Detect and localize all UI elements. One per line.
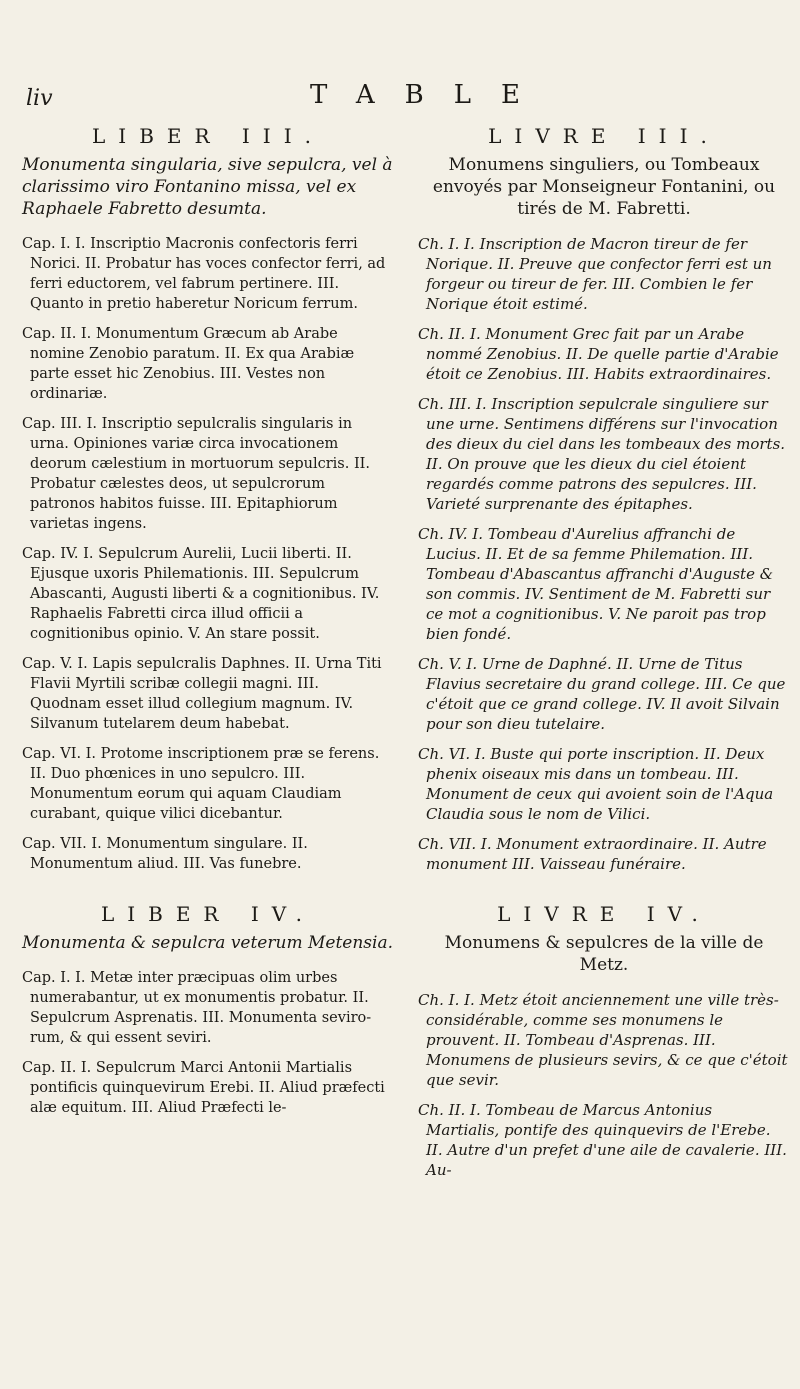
chapter-entry: Ch. VII. I. Monument extraordinaire. II. Autre monument III. Vaisseau funéraire. — [418, 835, 767, 873]
chapter-entry: Ch. III. I. Inscription sepulcrale singuliere sur une urne. Sentimens différens sur l'invocation des dieux du ciel dans les tombeaux des morts. II. On prouve que les dieux du ciel étoient regardés comme patrons des sepulcres. III. Varieté surprenante des épitaphes. — [418, 395, 786, 513]
chapter-entry: Ch. I. I. Inscription de Macron tireur de fer Norique. II. Preuve que confector ferri est un forgeur ou tireur de fer. III. Combien le fer Norique étoit estimé. — [418, 235, 772, 313]
chapter-entry: Cap. I. I. Inscriptio Macronis confectoris ferri Norici. II. Probatur has voces confector ferri, ad ferri eductorem, vel fabrum pertinere. III. Quanto in pretio haberetur Noricum ferrum. — [22, 236, 386, 312]
book-title: Monumens singuliers, ou Tombeaux envoyés par Monseigneur Fontanini, ou tirés de M. Fabretti. — [432, 155, 776, 219]
book-heading: LIBER IV. — [100, 902, 316, 926]
chapter-entry: Ch. II. I. Tombeau de Marcus Antonius Martialis, pontife des quinquevirs de l'Erebe. II. Autre d'un prefet d'une aile de cavalerie. III. Au- — [418, 1101, 787, 1179]
chapter-entry: Ch. II. I. Monument Grec fait par un Arabe nommé Zenobius. II. De quelle partie d'Arabie étoit ce Zenobius. III. Habits extraordinaires. — [418, 325, 779, 383]
chapter-entry: Cap. V. I. Lapis sepulcralis Daphnes. II. Urna Titi Flavii Myrtili scribæ collegii magni. III. Quodnam esset illud collegium magnum. IV. Silvanum tutelarem deum habebat. — [22, 656, 382, 732]
chapter-entry: Cap. II. I. Monumentum Græcum ab Arabe nomine Zenobio paratum. II. Ex qua Arabiæ parte esset hic Zenobius. III. Vestes non ordinariæ. — [22, 326, 355, 402]
chapter-entry: Ch. VI. I. Buste qui porte inscription. II. Deux phenix oiseaux mis dans un tombeau. III. Monument de ceux qui avoient soin de l'Aqua Claudia sous le nom de Vilici. — [418, 745, 774, 823]
chapter-entry: Cap. IV. I. Sepulcrum Aurelii, Lucii liberti. II. Ejusque uxoris Philemationis. III. Sepulcrum Abascanti, Augusti liberti & a cognitionibus. IV. Raphaelis Fabretti circa illud officii a cognitionibus opinio. V. An stare possit. — [22, 546, 380, 642]
chapter-entry: Cap. I. I. Metæ inter præcipuas olim urbes numerabantur, ut ex monumentis probatur. II. Sepulcrum Asprenatis. III. Monumenta sevirorum, & qui essent seviri. — [22, 970, 372, 1046]
chapter-entry: Ch. V. I. Urne de Daphné. II. Urne de Titus Flavius secretaire du grand college. III. Ce que c'étoit que ce grand college. IV. Il avoit Silvain pour son dieu tutelaire. — [418, 655, 786, 733]
book-heading: LIVRE III. — [488, 124, 720, 148]
running-title: TABLE — [309, 80, 551, 110]
book-heading: LIBER III. — [92, 124, 324, 148]
french-column — [418, 120, 790, 1190]
chapter-entry: Cap. VI. I. Protome inscriptionem præ se ferens. II. Duo phœnices in uno sepulcro. III. Monumentum eorum qui aquam Claudiam curabant, quique vilici dicebantur. — [22, 746, 380, 822]
latin-column — [22, 120, 394, 1128]
book-title: Monumenta singularia, sive sepulcra, vel à clarissimo viro Fontanino missa, vel ex Raphaele Fabretto desumta. — [22, 155, 393, 219]
chapter-entry: Cap. II. I. Sepulcrum Marci Antonii Martialis pontificis quinquevirum Erebi. II. Aliud præfecti alæ equitum. III. Aliud Præfecti le- — [22, 1060, 385, 1116]
chapter-entry: Cap. III. I. Inscriptio sepulcralis singularis in urna. Opiniones variæ circa invocationem deorum cælestium in mortuorum sepulcris. II. Probatur cælestes deos, ut sepulcrorum patronos habitos fuisse. III. Epitaphiorum varietas ingens. — [22, 416, 371, 532]
chapter-entry: Ch. I. I. Metz étoit anciennement une ville très-considérable, comme ses monumens le prouvent. II. Tombeau d'Asprenas. III. Monumens de plusieurs sevirs, & ce que c'étoit que sevir. — [418, 991, 788, 1089]
book-title: Monumens & sepulcres de la ville de Metz. — [444, 933, 764, 975]
chapter-entry: Ch. IV. I. Tombeau d'Aurelius affranchi de Lucius. II. Et de sa femme Philemation. III. Tombeau d'Abascantus affranchi d'Auguste & son commis. IV. Sentiment de M. Fabretti sur ce mot a cognitionibus. V. Ne paroit pas trop bien fondé. — [418, 525, 774, 643]
chapter-entry: Cap. VII. I. Monumentum singulare. II. Monumentum aliud. III. Vas funebre. — [22, 836, 308, 872]
book-heading: LIVRE IV. — [497, 902, 711, 926]
page-number: liv — [26, 86, 53, 111]
book-title: Monumenta & sepulcra veterum Metensia. — [22, 933, 393, 953]
